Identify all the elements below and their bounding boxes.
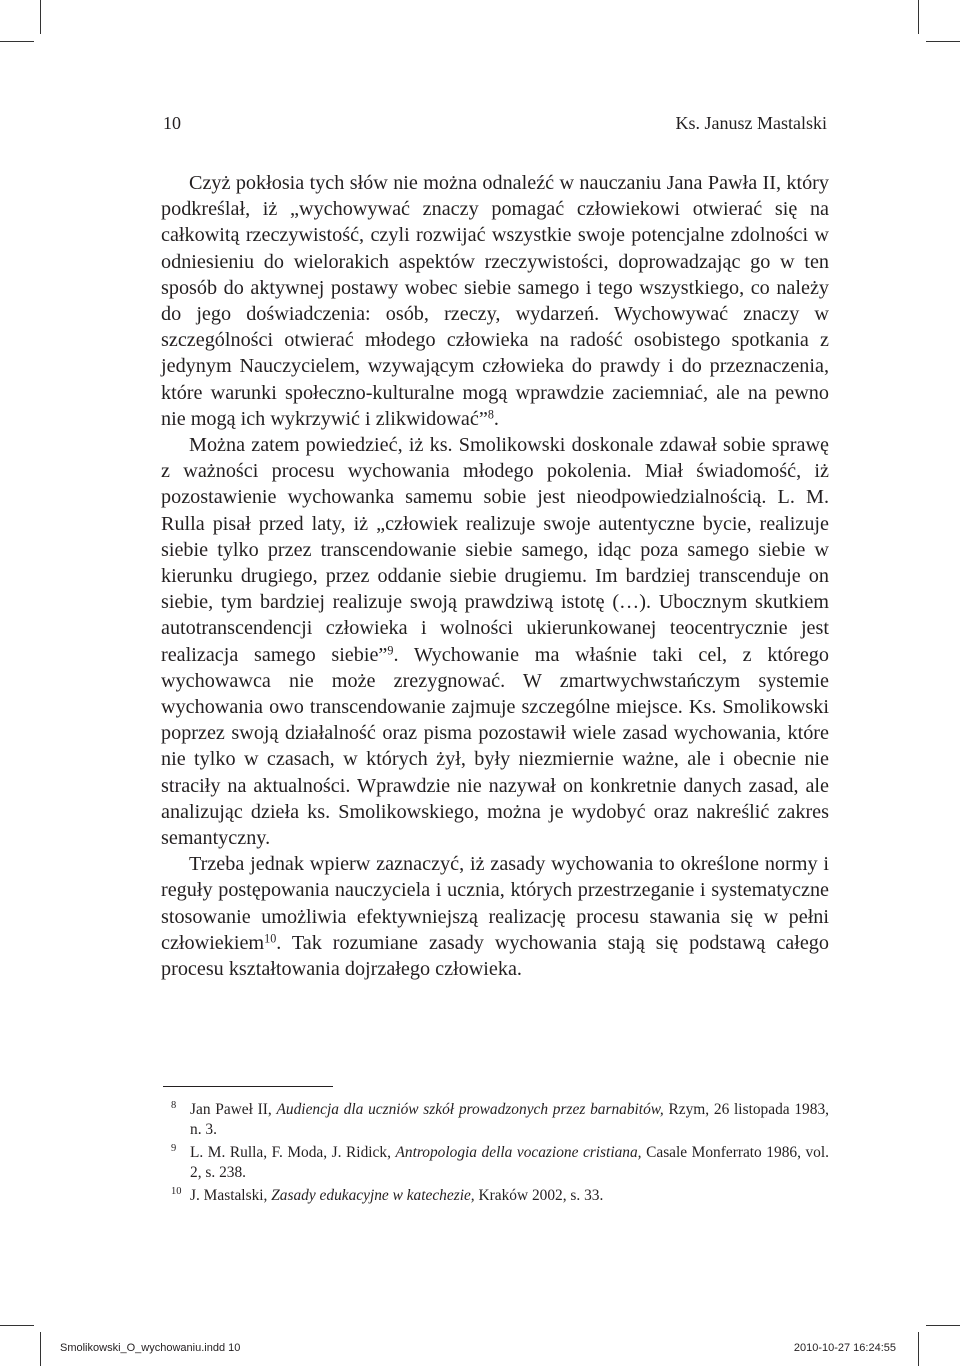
footnote-text: Casale Monferrato 1986, vol. 2, s. 238. bbox=[190, 1144, 829, 1181]
footnote-text: J. Mastalski, bbox=[190, 1187, 272, 1205]
paragraph bbox=[161, 170, 829, 432]
crop-mark bbox=[0, 1325, 34, 1326]
footnote bbox=[163, 1143, 829, 1182]
body-text bbox=[161, 170, 829, 982]
text-run: . Tak rozumiane zasady wychowania stają się podstawą całego procesu kształtowania dojrzałego człowieka. bbox=[161, 931, 829, 981]
crop-mark bbox=[0, 41, 34, 42]
footnote-ref: 8 bbox=[487, 407, 494, 422]
text-run: . bbox=[493, 407, 499, 430]
footnote-number: 9 bbox=[171, 1143, 177, 1155]
paragraph bbox=[161, 851, 829, 982]
footnote-number: 8 bbox=[171, 1100, 177, 1111]
footnote-separator bbox=[163, 1086, 333, 1087]
footnote-title: Audiencja dla uczniów szkół prowadzonych przez barnabitów, bbox=[276, 1101, 664, 1118]
footnote-title: Antropologia della vocazione cristiana, bbox=[395, 1144, 642, 1162]
footnote-text: L. M. Rulla, F. Moda, J. Ridick, bbox=[190, 1144, 396, 1162]
footnote-text: Jan Paweł II, bbox=[190, 1101, 277, 1118]
footnote-title: Zasady edukacyjne w katechezie, bbox=[271, 1187, 475, 1205]
footnote-text: Kraków 2002, s. 33. bbox=[474, 1187, 604, 1205]
footnote bbox=[163, 1100, 829, 1139]
crop-mark bbox=[918, 0, 919, 34]
crop-mark bbox=[926, 1325, 960, 1326]
page-number: 10 bbox=[163, 113, 181, 133]
crop-mark bbox=[40, 0, 41, 34]
crop-mark bbox=[40, 1332, 41, 1366]
text-run: Można zatem powiedzieć, iż ks. Smolikowski doskonale zdawał sobie sprawę z ważności procesu wychowania młodego pokolenia. Miał świadomość, iż pozostawienie wychowanka samemu sobie jest nieodpowiedzialnością. L. M. Rulla pisał przed laty, iż „człowiek realizuje swoje autentyczne bycie, realizuje siebie tylko przez transcendowanie siebie samego, idąc poza samego siebie w kierunku drugiego, przez oddanie siebie drugiemu. Im bardziej transcenduje on siebie, tym bardziej realizuje swoją prawdziwą istotę (…). Ubocznym skutkiem autotranscendencji człowieka i wolności ukierunkowanej teocentrycznie jest realizacja samego siebie” bbox=[161, 434, 829, 666]
paragraph bbox=[161, 432, 829, 851]
footnote bbox=[163, 1186, 829, 1206]
crop-mark bbox=[918, 1332, 919, 1366]
text-run: Trzeba jednak wpierw zaznaczyć, iż zasady wychowania to określone normy i reguły postępowania nauczyciela i ucznia, których przestrzeganie i systematyczne stosowanie umożliwia efektywniejszą realizację procesu stawania się w pełni człowiekiem bbox=[161, 853, 829, 954]
footnote-ref: 10 bbox=[264, 931, 277, 946]
crop-mark bbox=[926, 41, 960, 42]
footnotes bbox=[163, 1100, 829, 1210]
running-head: Ks. Janusz Mastalski bbox=[675, 113, 827, 133]
slug-filename: Smolikowski_O_wychowaniu.indd 10 bbox=[60, 1342, 241, 1354]
footnote-text: Rzym, 26 listopada 1983, n. 3. bbox=[190, 1101, 829, 1138]
text-run: Czyż pokłosia tych słów nie można odnaleźć w nauczaniu Jana Pawła II, który podkreślał, iż „wychowywać znaczy pomagać człowiekowi otwierać się na całkowitą rzeczywistość, czyli rozwijać wszystkie swoje potencjalne zdolności w odniesieniu do wielorakich aspektów rzeczywistości, doprowadzając go w ten sposób do aktywnej postawy wobec siebie samego i tego wszystkiego, co należy do jego doświadczenia: osób, rzeczy, wydarzeń. Wychowywać znaczy w szczególności otwierać młodego człowieka na radość osobistego spotkania z jedynym Nauczycielem, wzywającym człowieka do prawdy i do przeznaczenia, które warunki społeczno-kulturalne mogą wprawdzie zaciemniać, ale na pewno nie mogą ich wykrzywić i zlikwidować” bbox=[161, 172, 829, 430]
slug-timestamp: 2010-10-27 16:24:55 bbox=[793, 1342, 896, 1354]
page-header bbox=[163, 113, 827, 137]
text-run: . Wychowanie ma właśnie taki cel, z którego wychowawca nie może zrezygnować. W zmartwychwstańczym systemie wychowania owo transcendowanie zajmuje szczególne miejsce. Ks. Smolikowski poprzez swoją działalność oraz pisma pozostawił wiele zasad wychowania, które nie tylko w czasach, w których żył, były niezmiernie ważne, ale i obecnie nie straciły na aktualności. Wprawdzie nie nazywał on konkretnie danych zasad, ale analizując dzieła ks. Smolikowskiego, można je wydobyć oraz nakreślić zakres semantyczny. bbox=[161, 643, 829, 850]
footnote-number: 10 bbox=[171, 1186, 182, 1198]
footnote-ref: 9 bbox=[387, 643, 394, 657]
